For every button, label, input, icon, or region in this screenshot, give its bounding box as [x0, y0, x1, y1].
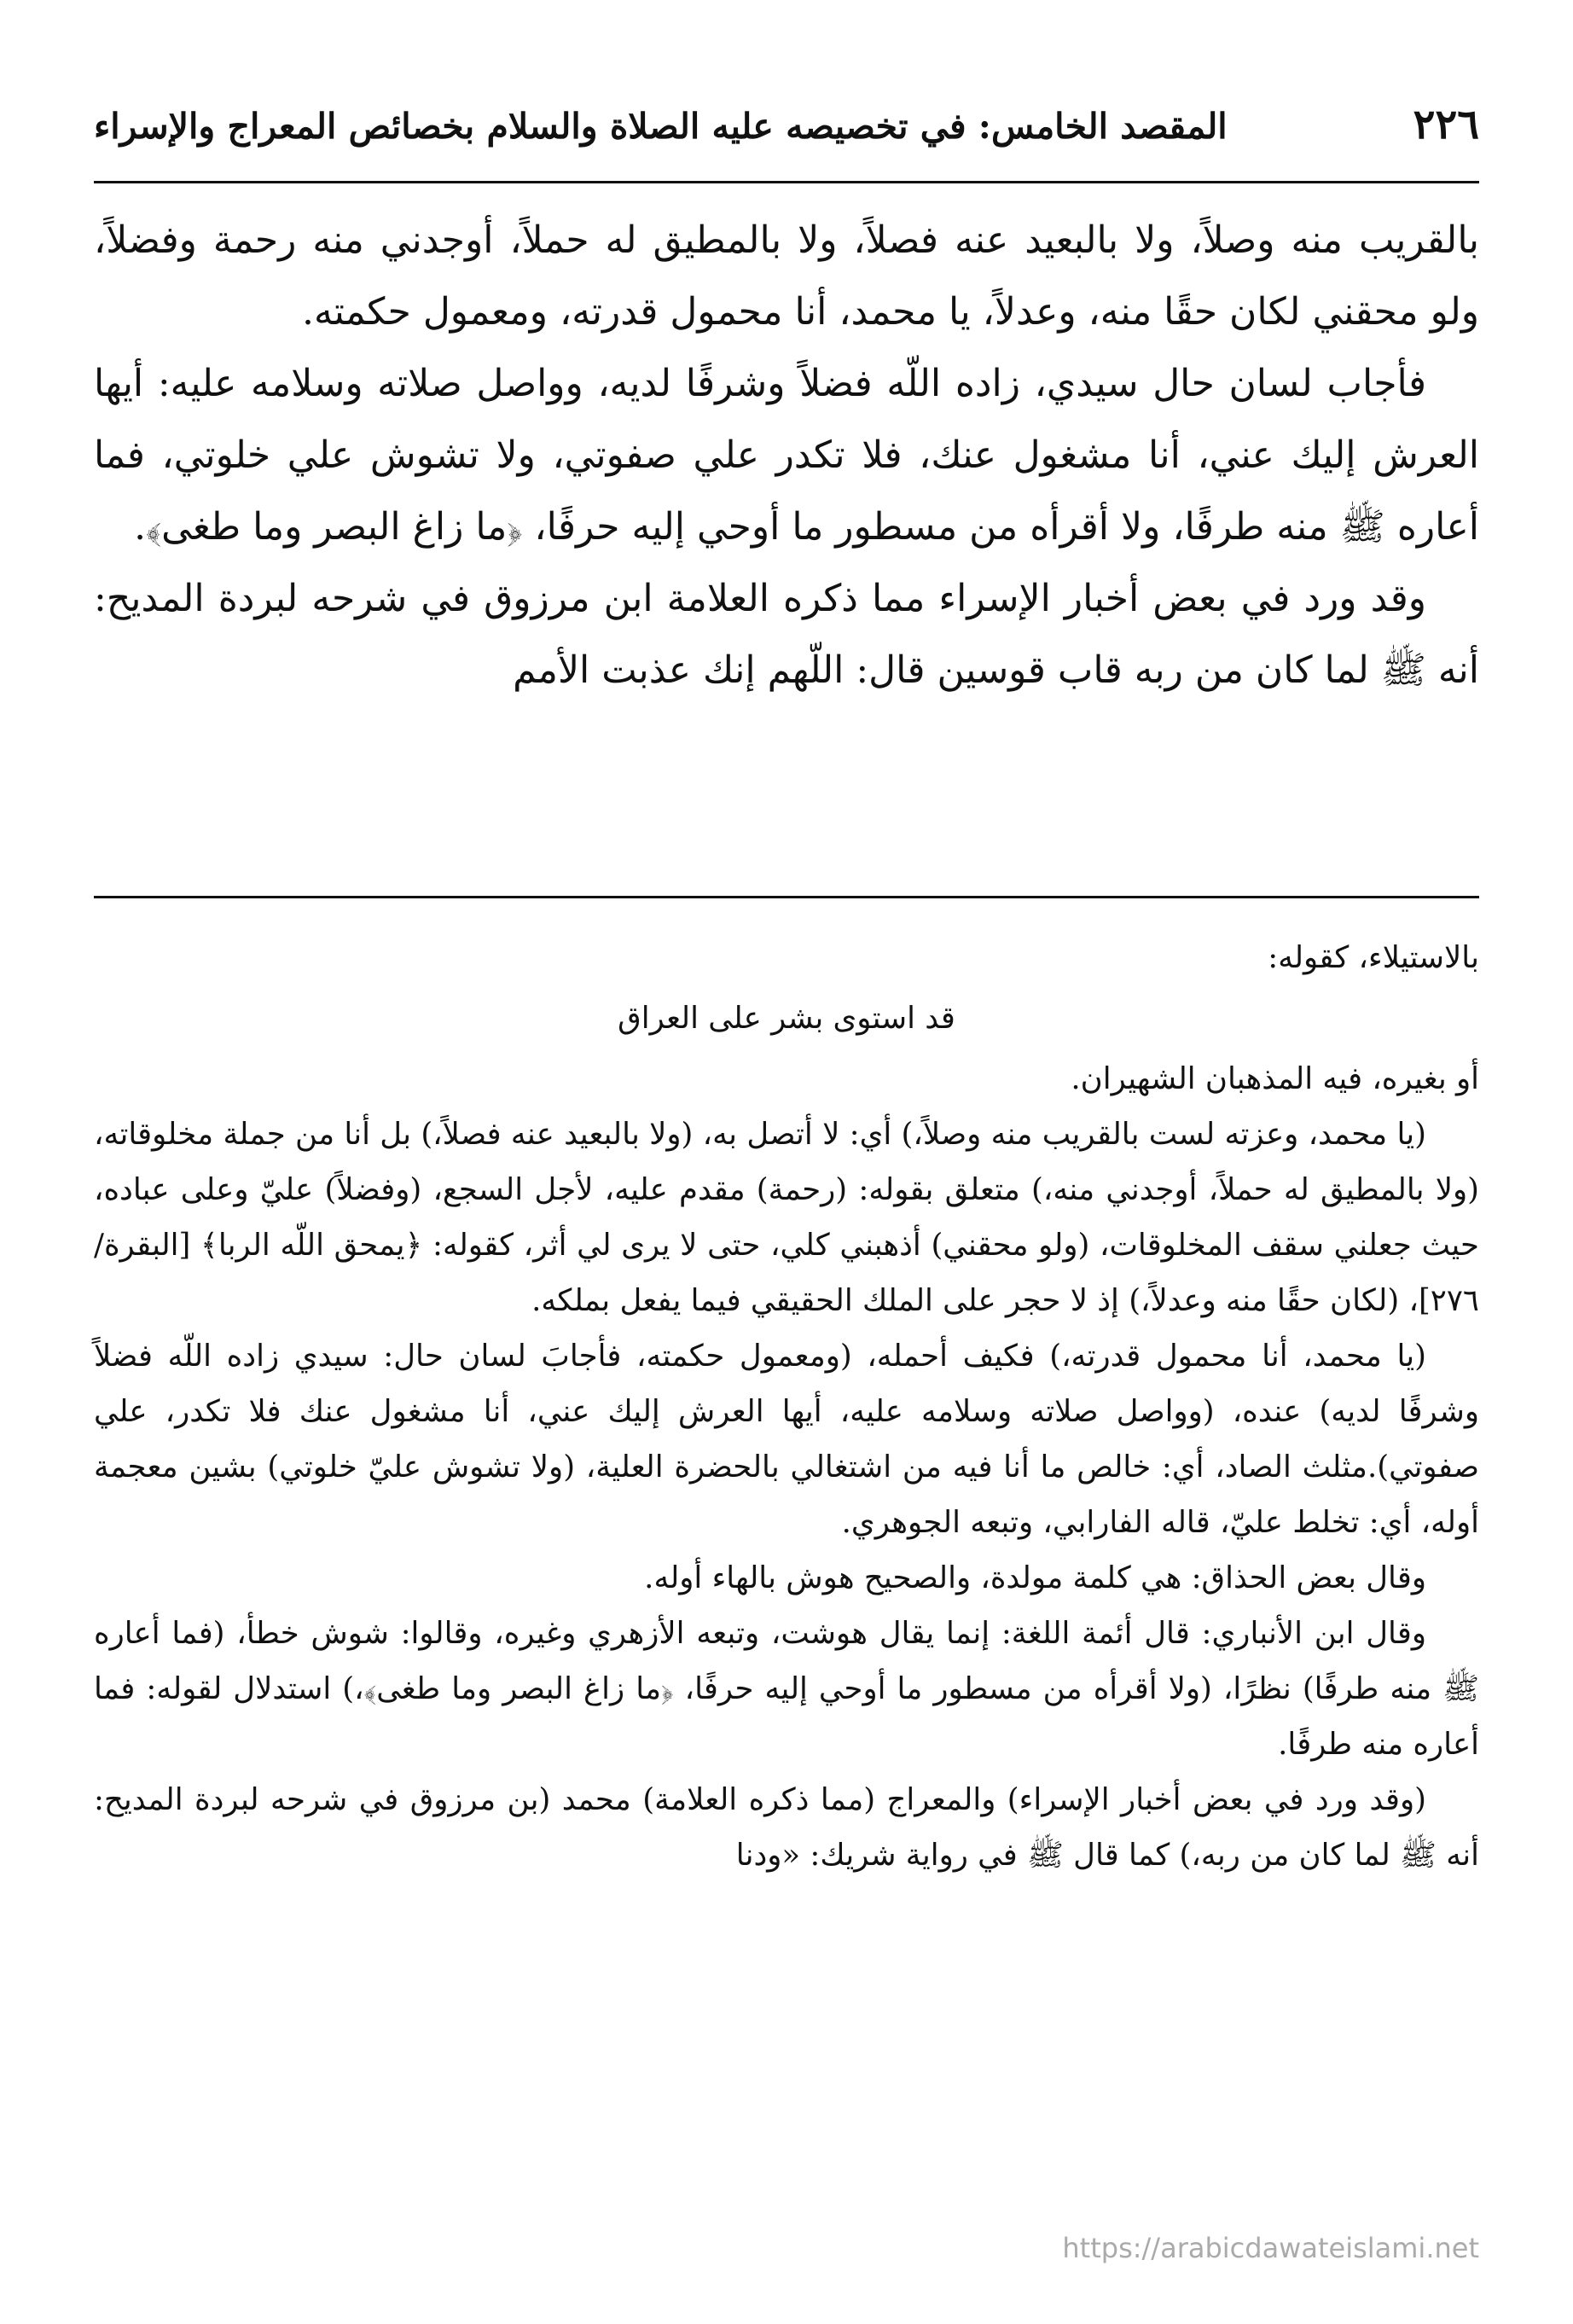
commentary-text	[94, 930, 1479, 1883]
commentary-paragraph: وقال بعض الحذاق: هي كلمة مولدة، والصحيح هوش بالهاء أوله.	[644, 1560, 1426, 1595]
main-paragraph: بالقريب منه وصلاً، ولا بالبعيد عنه فصلاً، ولا بالمطيق له حملاً، أوجدني منه رحمة وفضلاً، ولو محقني لكان حقًا منه، وعدلاً، يا محمد، أنا محمول قدرته، ومعمول حكمته.	[94, 218, 1479, 334]
commentary-paragraph: وقال ابن الأنباري: قال أئمة اللغة: إنما يقال هوشت، وتبعه الأزهري وغيره، وقالوا: شوش خطأ، (فما أعاره ﷺ منه طرفًا) نظرًا، (ولا أقرأه من مسطور ما أوحي إليه حرفًا، ﴿ما زاغ البصر وما طغى﴾،) استدلال لقوله: فما أعاره منه طرفًا.	[94, 1616, 1479, 1762]
running-title: المقصد الخامس: في تخصيصه عليه الصلاة والسلام بخصائص المعراج والإسراء	[94, 106, 1228, 147]
main-paragraph: وقد ورد في بعض أخبار الإسراء مما ذكره العلامة ابن مرزوق في شرحه لبردة المديح: أنه ﷺ لما كان من ربه قاب قوسين قال: اللّهم إنك عذبت الأمم	[94, 577, 1479, 692]
header-rule	[94, 181, 1479, 183]
page-number: ٢٢٦	[1413, 101, 1479, 148]
poetry-verse: قد استوى بشر على العراق	[618, 1001, 955, 1036]
commentary-paragraph: أو بغيره، فيه المذهبان الشهيران.	[1071, 1061, 1479, 1096]
commentary-paragraph: (يا محمد، أنا محمول قدرته،) فكيف أحمله، (ومعمول حكمته، فأجابَ لسان حال: سيدي زاده اللّه فضلاً وشرفًا لديه) عنده، (وواصل صلاته وسلامه عليه، أيها العرش إليك عني، أنا مشغول عنك فلا تكدر، علي صفوتي).مثلث الصاد، أي: خالص ما أنا فيه من اشتغالي بالحضرة العلية، (ولا تشوش عليّ خلوتي) بشين معجمة أوله، أي: تخلط عليّ، قاله الفارابي، وتبعه الجوهري.	[94, 1339, 1479, 1540]
commentary-paragraph: (وقد ورد في بعض أخبار الإسراء) والمعراج (مما ذكره العلامة) محمد (بن مرزوق في شرحه لبردة المديح: أنه ﷺ لما كان من ربه،) كما قال ﷺ في رواية شريك: «ودنا	[94, 1782, 1479, 1873]
main-paragraph: فأجاب لسان حال سيدي، زاده اللّه فضلاً وشرفًا لديه، وواصل صلاته وسلامه عليه: أيها العرش إليك عني، أنا مشغول عنك، فلا تكدر علي صفوتي، ولا تشوش علي خلوتي، فما أعاره ﷺ منه طرفًا، ولا أقرأه من مسطور ما أوحي إليه حرفًا، ﴿ما زاغ البصر وما طغى﴾.	[94, 362, 1479, 549]
commentary-paragraph: (يا محمد، وعزته لست بالقريب منه وصلاً،) أي: لا أتصل به، (ولا بالبعيد عنه فصلاً،) بل أنا من جملة مخلوقاته، (ولا بالمطيق له حملاً، أوجدني منه،) متعلق بقوله: (رحمة) مقدم عليه، لأجل السجع، (وفضلاً) عليّ وعلى عباده، حيث جعلني سقف المخلوقات، (ولو محقني) أذهبني كلي، حتى لا يرى لي أثر، كقوله: ﴿يمحق اللّه الربا﴾ [البقرة/٢٧٦]، (لكان حقًا منه وعدلاً،) إذ لا حجر على الملك الحقيقي فيما يفعل بملكه.	[94, 1117, 1479, 1318]
footnote-rule	[94, 896, 1479, 898]
main-text	[94, 205, 1479, 706]
page-header	[94, 101, 1479, 169]
watermark-url: https://arabicdawateislami.net	[1062, 2232, 1479, 2264]
commentary-paragraph: بالاستيلاء، كقوله:	[1268, 940, 1479, 975]
